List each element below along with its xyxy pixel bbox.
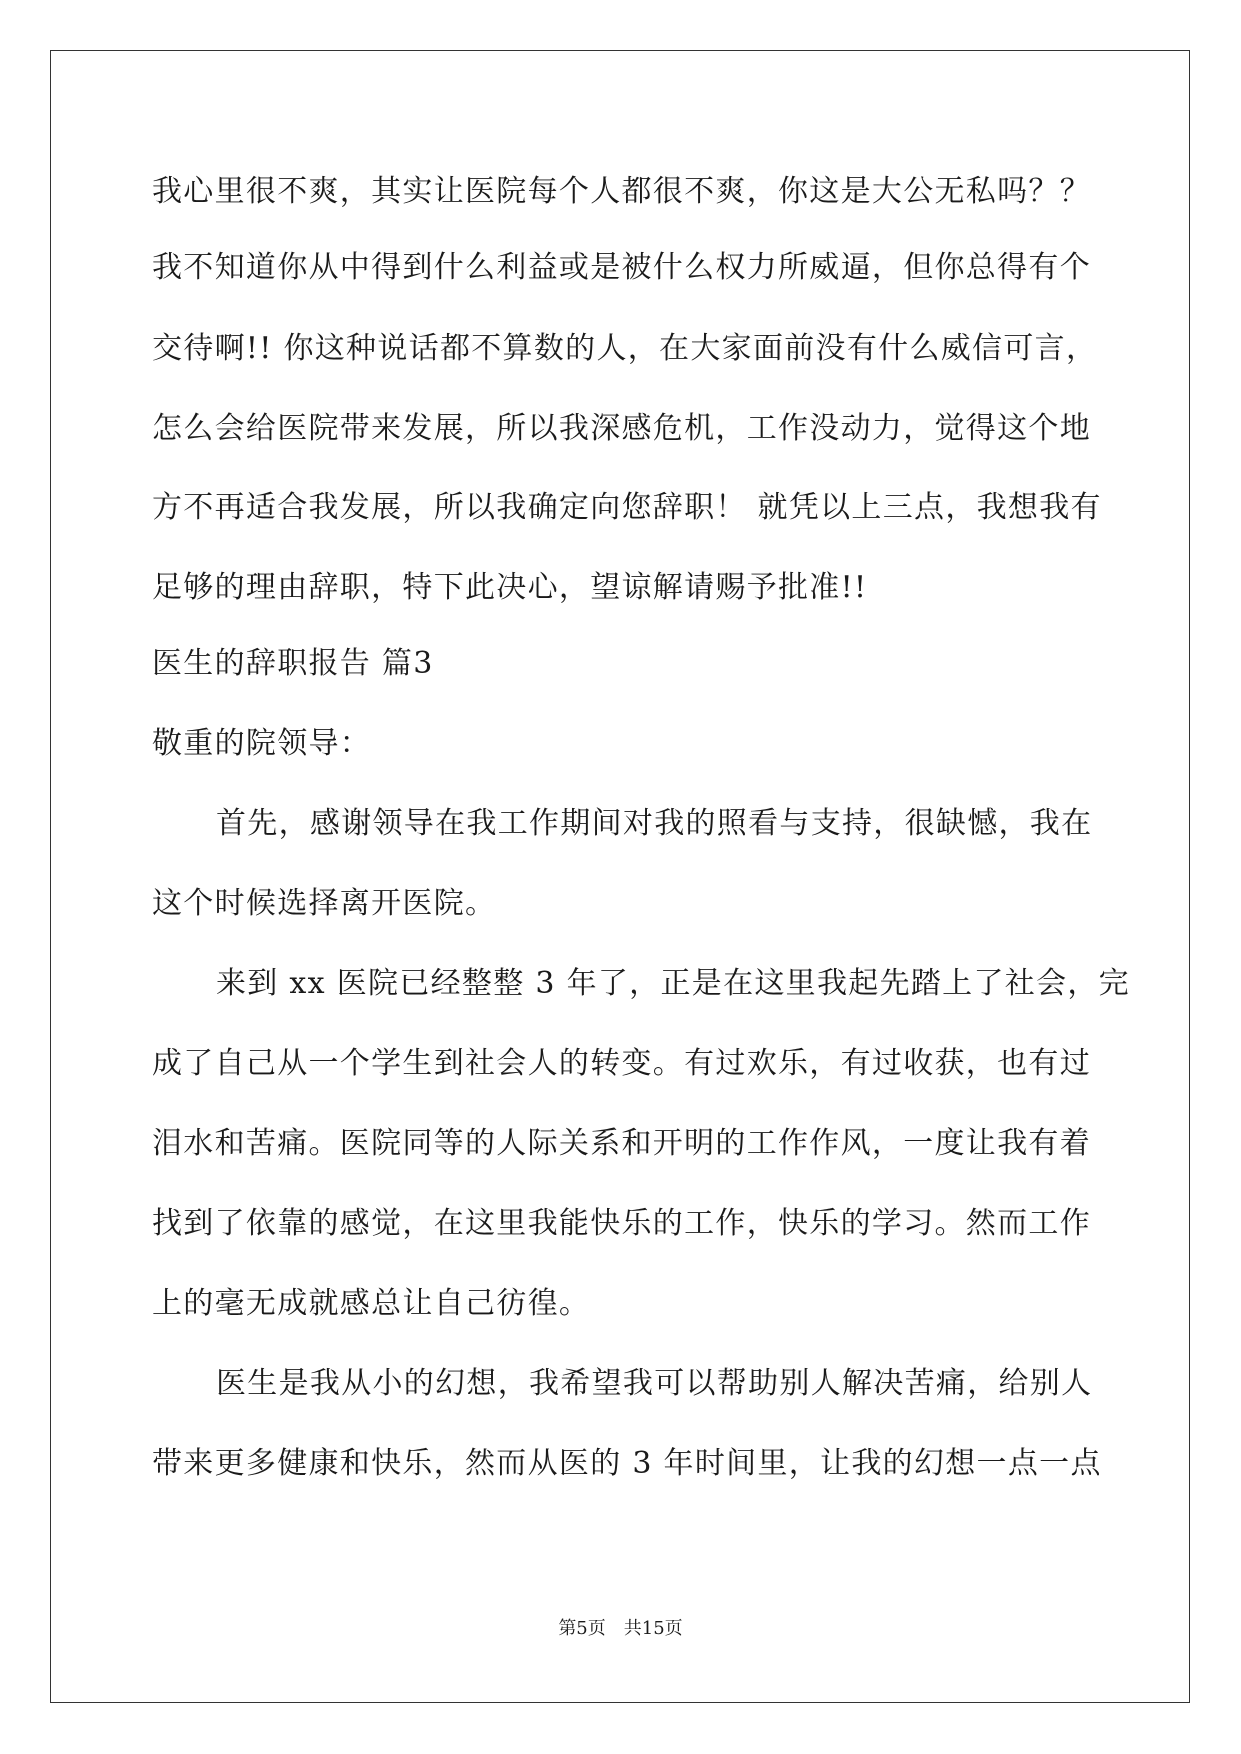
- text-line: 方不再适合我发展，所以我确定向您辞职！ 就凭以上三点，我想我有: [152, 490, 1102, 525]
- text-line: 泪水和苦痛。医院同等的人际关系和开明的工作作风，一度让我有着: [152, 1126, 1091, 1161]
- page-number-footer: 第5页 共15页: [558, 1618, 683, 1639]
- text-line: 交待啊!! 你这种说话都不算数的人，在大家面前没有什么威信可言，: [152, 331, 1098, 366]
- salutation: 敬重的院领导：: [152, 726, 372, 761]
- paragraph-first-line: 首先，感谢领导在我工作期间对我的照看与支持，很缺憾，我在: [216, 806, 1093, 841]
- text-line: 带来更多健康和快乐，然而从医的 3 年时间里，让我的幻想一点一点: [152, 1446, 1102, 1481]
- text-line: 我不知道你从中得到什么利益或是被什么权力所威逼，但你总得有个: [152, 250, 1091, 285]
- text-line: 足够的理由辞职，特下此决心，望谅解请赐予批准!!: [152, 570, 868, 605]
- text-line: 怎么会给医院带来发展，所以我深感危机，工作没动力，觉得这个地: [152, 411, 1091, 446]
- paragraph-first-line: 来到 xx 医院已经整整 3 年了，正是在这里我起先踏上了社会，完: [216, 966, 1130, 1001]
- text-line: 我心里很不爽，其实让医院每个人都很不爽，你这是大公无私吗？？: [152, 174, 1091, 209]
- text-line: 这个时候选择离开医院。: [152, 886, 497, 921]
- text-line: 找到了依靠的感觉，在这里我能快乐的工作，快乐的学习。然而工作: [152, 1206, 1091, 1241]
- text-line: 上的毫无成就感总让自己彷徨。: [152, 1286, 591, 1321]
- paragraph-first-line: 医生是我从小的幻想，我希望我可以帮助别人解决苦痛，给别人: [216, 1366, 1093, 1401]
- text-line: 成了自己从一个学生到社会人的转变。有过欢乐，有过收获，也有过: [152, 1046, 1091, 1081]
- section-heading: 医生的辞职报告 篇3: [152, 646, 434, 681]
